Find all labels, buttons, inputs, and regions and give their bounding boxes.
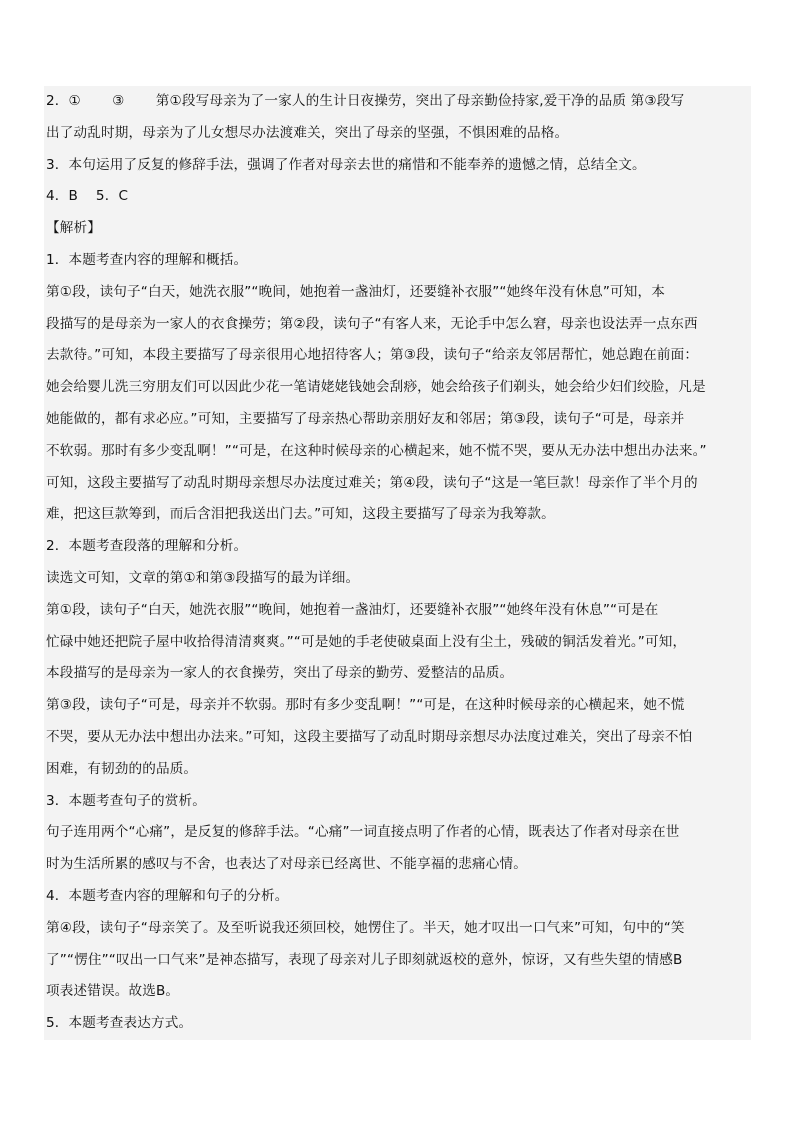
text-line: 第④段，读句子“母亲笑了。及至听说我还须回校，她愣住了。半天，她才叹出一口气来”可知，句中的“笑 [44,913,751,945]
text-line: 第①段，读句子“白天，她洗衣服”“晚间，她抱着一盏油灯，还要缝补衣服”“她终年没有休息”可知，本 [44,277,751,309]
text-line: 读选文可知，文章的第①和第③段描写的最为详细。 [44,563,751,595]
text-line: 困难，有韧劲的的品质。 [44,754,751,786]
text-line: 出了动乱时期，母亲为了儿女想尽办法渡难关，突出了母亲的坚强，不惧困难的品格。 [44,118,751,150]
text-line: 她会给婴儿洗三穷朋友们可以因此少花一笔请姥姥钱她会刮痧，她会给孩子们剃头，她会给少妇们绞脸，凡是 [44,372,751,404]
text-line: 去款待。”可知，本段主要描写了母亲很用心地招待客人；第③段，读句子“给亲友邻居帮忙，她总跑在前面： [44,340,751,372]
text-line: 3．本题考查句子的赏析。 [44,786,751,818]
text-line: 不哭，要从无办法中想出办法来。”可知，这段主要描写了动乱时期母亲想尽办法度过难关，突出了母亲不怕 [44,722,751,754]
text-line: 【解析】 [44,213,751,245]
text-line: 第①段，读句子“白天，她洗衣服”“晚间，她抱着一盏油灯，还要缝补衣服”“她终年没有休息”“可是在 [44,595,751,627]
text-line: 本段描写的是母亲为一家人的衣食操劳，突出了母亲的勤劳、爱整洁的品质。 [44,658,751,690]
text-line: 忙碌中她还把院子屋中收拾得清清爽爽。”“可是她的手老使破桌面上没有尘土，残破的铜活发着光。”可知， [44,627,751,659]
text-line: 不软弱。那时有多少变乱啊！”“可是，在这种时候母亲的心横起来，她不慌不哭，要从无办法中想出办法来。” [44,436,751,468]
text-line: 2．本题考查段落的理解和分析。 [44,531,751,563]
text-line: 项表述错误。故选B。 [44,976,751,1008]
text-line: 可知，这段主要描写了动乱时期母亲想尽办法度过难关；第④段，读句子“这是一笔巨款！母亲作了半个月的 [44,468,751,500]
text-line: 1．本题考查内容的理解和概括。 [44,245,751,277]
text-line: 3．本句运用了反复的修辞手法，强调了作者对母亲去世的痛惜和不能奉养的遗憾之情，总结全文。 [44,150,751,182]
text-line: 4．B 5．C [44,181,751,213]
text-line: 了”“愣住”“叹出一口气来”是神态描写，表现了母亲对儿子即刻就返校的意外，惊讶，又有些失望的情感B [44,945,751,977]
text-line: 5．本题考查表达方式。 [44,1008,751,1040]
text-line: 2．① ③ 第①段写母亲为了一家人的生计日夜操劳，突出了母亲勤俭持家,爱干净的品质 第③段写 [44,86,751,118]
text-line: 句子连用两个“心痛”，是反复的修辞手法。“心痛”一词直接点明了作者的心情，既表达了作者对母亲在世 [44,817,751,849]
text-line: 4．本题考查内容的理解和句子的分析。 [44,881,751,913]
text-line: 她能做的，都有求必应。”可知，主要描写了母亲热心帮助亲朋好友和邻居；第③段，读句子“可是，母亲并 [44,404,751,436]
text-line: 第③段，读句子“可是，母亲并不软弱。那时有多少变乱啊！”“可是，在这种时候母亲的心横起来，她不慌 [44,690,751,722]
text-line: 难，把这巨款筹到，而后含泪把我送出门去。”可知，这段主要描写了母亲为我筹款。 [44,499,751,531]
document-page [44,86,751,1040]
text-line: 时为生活所累的感叹与不舍，也表达了对母亲已经离世、不能享福的悲痛心情。 [44,849,751,881]
text-line: 段描写的是母亲为一家人的衣食操劳；第②段，读句子“有客人来，无论手中怎么窘，母亲也设法弄一点东西 [44,309,751,341]
